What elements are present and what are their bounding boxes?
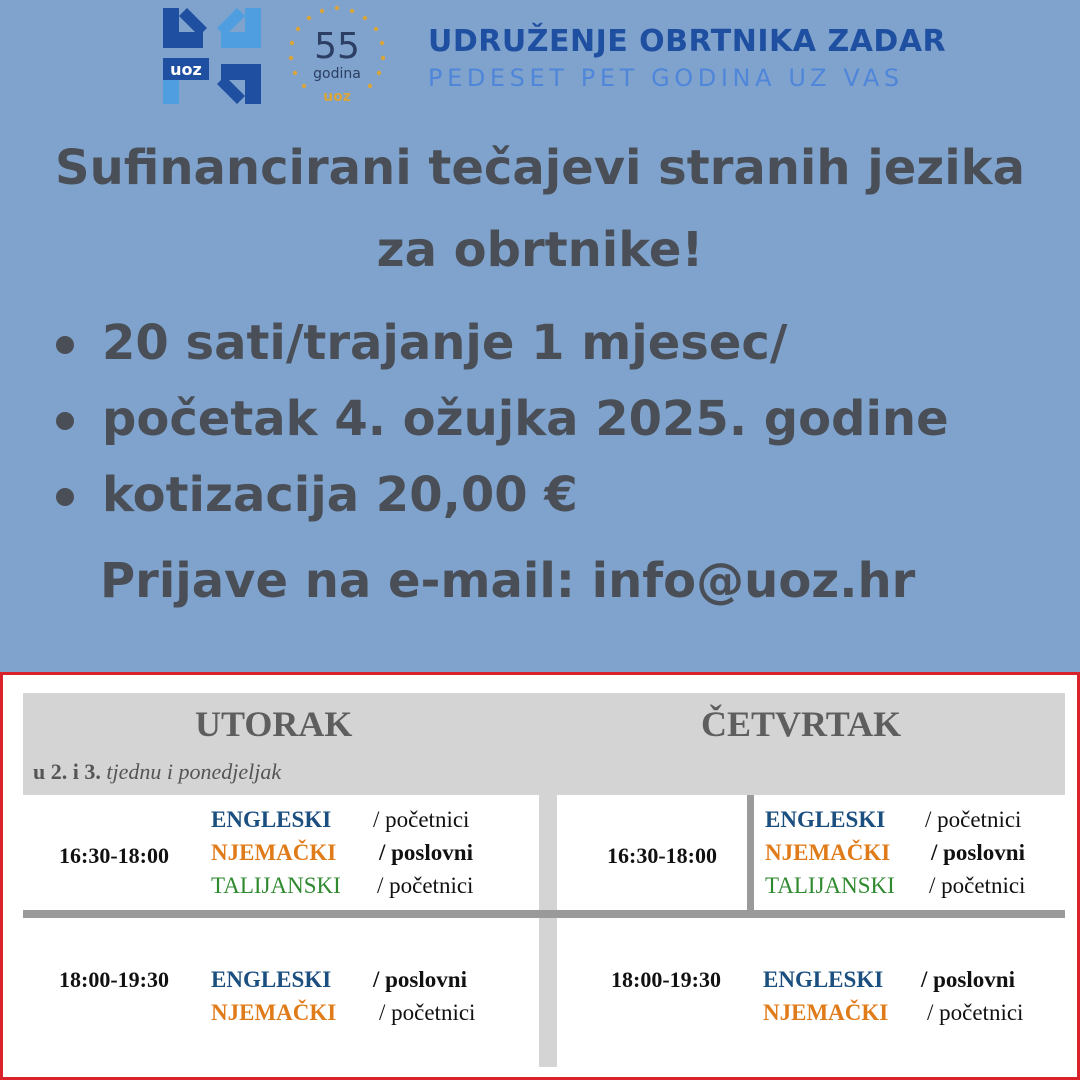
tuesday-note-weeks: u 2. i 3. [33, 759, 101, 784]
thursday-slot-divider [747, 795, 754, 910]
course-row [765, 869, 1065, 902]
course-language: NJEMAČKI [211, 1000, 337, 1025]
course-row [211, 803, 511, 836]
course-row [765, 836, 1065, 869]
course-level: / početnici [373, 807, 470, 832]
course-language: NJEMAČKI [211, 840, 337, 865]
course-language: NJEMAČKI [765, 840, 891, 865]
course-level: / početnici [377, 873, 474, 898]
course-row [763, 996, 1063, 1029]
course-level: / poslovni [931, 840, 1025, 865]
bullet-text: 20 sati/trajanje 1 mjesec/ [102, 315, 788, 371]
header [0, 0, 1080, 110]
course-language: ENGLESKI [763, 967, 884, 992]
tuesday-slot1-time: 16:30-18:00 [59, 843, 169, 868]
uoz-logo [163, 8, 261, 104]
course-row [211, 836, 511, 869]
thursday-title: ČETVRTAK [701, 704, 902, 744]
course-language: NJEMAČKI [763, 1000, 889, 1025]
course-language: ENGLESKI [765, 807, 886, 832]
bullet-duration [50, 305, 949, 381]
course-level: / poslovni [373, 967, 467, 992]
headline-line-1: Sufinancirani tečajevi stranih jezika [55, 140, 1025, 196]
course-level: / poslovni [379, 840, 473, 865]
thursday-slot1-time: 16:30-18:00 [607, 843, 717, 868]
anniversary-word: godina [313, 66, 361, 82]
bullet-dot-icon [56, 412, 74, 430]
anniversary-logo [280, 2, 395, 106]
info-bullet-list [50, 305, 949, 533]
signup-line: Prijave na e-mail: info@uoz.hr [100, 553, 916, 609]
course-language: ENGLESKI [211, 967, 332, 992]
row-divider [23, 910, 1065, 918]
course-language: TALIJANSKI [765, 873, 895, 898]
course-row [211, 963, 511, 996]
org-name: UDRUŽENJE OBRTNIKA ZADAR [428, 24, 947, 59]
course-language: ENGLESKI [211, 807, 332, 832]
course-language: TALIJANSKI [211, 873, 341, 898]
course-row [763, 963, 1063, 996]
column-divider [539, 693, 557, 1067]
course-level: / početnici [379, 1000, 476, 1025]
tuesday-header [23, 693, 539, 795]
course-level: / početnici [927, 1000, 1024, 1025]
course-row [765, 803, 1065, 836]
course-level: / početnici [929, 873, 1026, 898]
bullet-text: kotizacija 20,00 € [102, 467, 578, 523]
course-row [211, 996, 511, 1029]
anniversary-number: 55 [314, 26, 360, 67]
uoz-logo-text: uoz [170, 60, 202, 79]
schedule-table [0, 672, 1080, 1080]
tuesday-slot2-time: 18:00-19:30 [59, 967, 169, 992]
anniversary-brand: uoz [323, 89, 351, 105]
tuesday-note-days: tjednu i ponedjeljak [106, 759, 282, 784]
org-tagline: PEDESET PET GODINA UZ VAS [428, 64, 904, 92]
bullet-fee [50, 457, 949, 533]
course-row [211, 869, 511, 902]
bullet-start-date [50, 381, 949, 457]
tuesday-note [33, 759, 281, 785]
bullet-text: početak 4. ožujka 2025. godine [102, 391, 949, 447]
bullet-dot-icon [56, 488, 74, 506]
thursday-header [557, 693, 1065, 795]
headline-line-2: za obrtnike! [376, 222, 704, 278]
course-level: / početnici [925, 807, 1022, 832]
bullet-dot-icon [56, 336, 74, 354]
course-level: / poslovni [921, 967, 1015, 992]
tuesday-title: UTORAK [195, 704, 353, 744]
thursday-slot2-time: 18:00-19:30 [611, 967, 721, 992]
